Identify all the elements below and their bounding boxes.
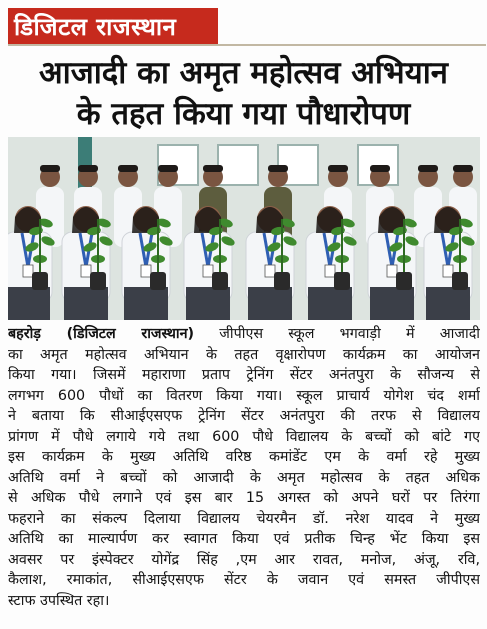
article-line-11: अवसर पर इंस्पेक्टर योगेंद्र सिंह ,एम आर रावत, मनोज, अंजू, रवि, [8, 551, 480, 568]
article-line-4: ने बताया कि सीआईएसएफ ट्रेनिंग सेंटर अनंतपुरा की तरफ से विद्यालय [8, 408, 480, 424]
photo-sapling-pot [452, 272, 468, 290]
photo-sapling-pot [274, 272, 290, 290]
photo-student-id-card [265, 265, 275, 277]
article-line-9: फहराने का संकल्प दिलाया विद्यालय चेयरमैन डॉ. नरेश यादव ने मुख्य [8, 510, 480, 527]
article-line-first [8, 324, 480, 345]
photo-back-person-hair [453, 165, 473, 172]
article-line-13: स्टाफ उपस्थित रहा। [8, 592, 110, 609]
article-line-2: किया गया। जिसमें महाराणा प्रताप ट्रेनिंग सेंटर अनंतपुरा के सौजन्य से [8, 367, 480, 383]
photo-sapling-pot [334, 272, 350, 290]
news-photo [8, 137, 480, 320]
photo-sapling-pot [90, 272, 106, 290]
photo-illustration [8, 137, 480, 320]
photo-student-skirt [426, 287, 470, 320]
photo-student-skirt [8, 287, 50, 320]
photo-student-skirt [308, 287, 352, 320]
photo-student-skirt [64, 287, 108, 320]
photo-student-id-card [203, 265, 213, 277]
photo-back-person-hair [328, 165, 348, 172]
photo-student-id-card [325, 265, 335, 277]
masthead [8, 8, 486, 46]
masthead-banner [8, 8, 218, 44]
photo-back-person-hair [158, 165, 178, 172]
article-line-0: जीपीएस स्कूल भगवाड़ी में आजादी [194, 326, 480, 342]
photo-student-skirt [248, 287, 292, 320]
headline-line-1: आजादी का अमृत महोत्सव अभियान [39, 55, 448, 91]
photo-window [218, 145, 258, 185]
article-line-3: लगभग 600 पौधों का वितरण किया गया। स्कूल प्राचार्य योगेश चंद शर्मा [8, 387, 480, 404]
article-line-6: इस कार्यक्रम के मुख्य अतिथि वरिष्ठ कमांडेंट एम के वर्मा रहे मुख्य [8, 449, 480, 465]
article-dateline: बहरोड़ (डिजिटल राजस्थान) [8, 326, 195, 342]
photo-student-id-card [23, 265, 33, 277]
photo-student-id-card [387, 265, 397, 277]
photo-back-person-hair [78, 165, 98, 172]
photo-sapling-pot [32, 272, 48, 290]
article-line-10: अतिथि का माल्यार्पण कर स्वागत किया एवं प्रतीक चिन्ह भेंट किया इस [8, 531, 480, 547]
photo-student-id-card [443, 265, 453, 277]
photo-sapling-pot [396, 272, 412, 290]
article-body [8, 324, 480, 624]
photo-sapling-pot [150, 272, 166, 290]
article-line-12: कैलाश, रमाकांत, सीआईएसएफ सेंटर के जवान एवं समस्त जीपीएस [8, 572, 480, 588]
article-line-8: से अधिक पौधे लगाने एवं इस बार 15 अगस्त को अपने घरों पर तिरंगा [8, 490, 480, 506]
photo-back-person-hair [118, 165, 138, 172]
photo-back-person-hair [418, 165, 438, 172]
article-line-1: का अमृत महोत्सव अभियान के तहत वृक्षारोपण कार्यक्रम का आयोजन [8, 346, 480, 363]
photo-student-id-card [81, 265, 91, 277]
photo-back-person-hair [203, 165, 223, 172]
masthead-title: डिजिटल राजस्थान [14, 12, 177, 41]
photo-back-person-hair [370, 165, 390, 172]
photo-back-person-hair [40, 165, 60, 172]
photo-student-id-card [141, 265, 151, 277]
photo-student-skirt [370, 287, 414, 320]
photo-back-person-hair [268, 165, 288, 172]
photo-student-skirt [124, 287, 168, 320]
headline-line-2: के तहत किया गया पौधारोपण [76, 96, 411, 132]
photo-student-skirt [186, 287, 230, 320]
article-line-5: प्रांगण में पौधे लगाये गये तथा 600 पौधे विद्यालय के बच्चों को बांटे गए [8, 428, 480, 445]
article-line-7: अतिथि वर्मा ने बच्चों को आजादी के अमृत महोत्सव के तहत अधिक [8, 469, 480, 486]
photo-sapling-pot [212, 272, 228, 290]
